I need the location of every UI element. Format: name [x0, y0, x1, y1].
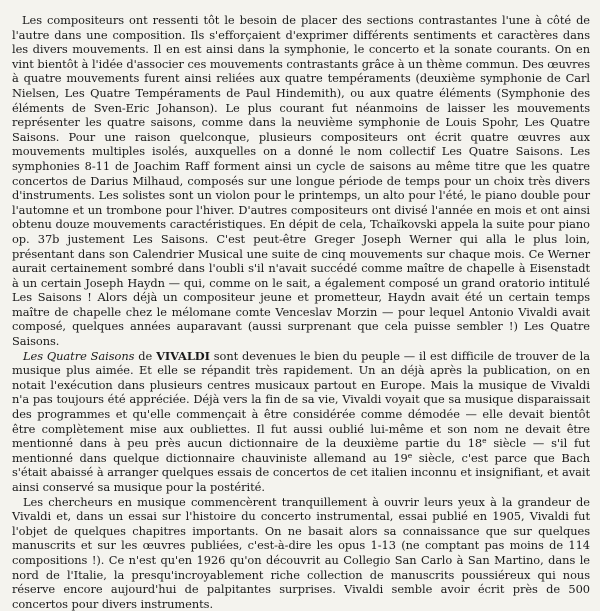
paragraph-vivaldi: [12, 349, 590, 495]
superscript-a: e: [482, 436, 487, 446]
paragraph-research: Les chercheurs en musique commencèrent tranquillement à ouvrir leurs yeux à la grandeur de Vivaldi et, dans un essai sur l'histoire du concerto instrumental, essai publié en 1905, Vivaldi fut l'objet de quelques chapitres importants. On ne basait alors sa connaissance que sur quelques manuscrits et sur les œuvres publiées, c'est-à-dire les opus 1-13 (ne comptant pas moins de 114 compositions !). Ce n'est qu'en 1926 qu'on découvrit au Collegio San Carlo à San Martino, dans le nord de l'Italie, la presqu'incroyablement riche collection de manuscrits poussiéreux qui nous réserve encore aujourd'hui de palpitantes surprises. Vivaldi semble avoir écrit près de 500 concertos pour divers instruments.: [12, 494, 590, 611]
text-page: [12, 13, 590, 611]
work-title: Les Quatre Saisons: [23, 348, 135, 363]
paragraph-text-c: siècle, c'est parce que Bach s'était abaissé à arranger quelques essais de concertos de cet italien inconnu et insignifiant, et avait ainsi conservé sa musique pour la postérité.: [12, 450, 590, 494]
paragraph-text-b: siècle — s'il fut mentionné dans quelque dictionnaire chauviniste allemand au 19: [12, 436, 590, 465]
superscript-b: e: [407, 450, 413, 460]
lead-connector: de: [134, 348, 157, 363]
composer-name: VIVALDI: [156, 348, 210, 363]
paragraph-text-a: sont devenues le bien du peuple — il est difficile de trouver de la musique plus aimée. Et elle se répandit très rapidement. Un an déjà après la publication, on en notait l'exécution dans plusieurs centres musicaux partout en Europe. Mais la musique de Vivaldi n'a pas toujours été appréciée. Déjà vers la fin de sa vie, Vivaldi voyait que sa musique disparaissait des programmes et qu'elle commençait à être considérée comme démodée — elle devait bientôt être complètement mise aux oubliettes. Il fut aussi oublié lui-même et son nom ne devait être mentionné dans à peu près aucun dictionnaire de la deuxième partie du 18: [12, 348, 590, 451]
paragraph-intro: Les compositeurs ont ressenti tôt le besoin de placer des sections contrastantes l'une à côté de l'autre dans une composition. Ils s'efforçaient d'exprimer différents sentiments et caractères dans les divers mouvements. Il en est ainsi dans la symphonie, le concerto et la sonate courants. On en vint bientôt à l'idée d'associer ces mouvements contrastants grâce à un thème commun. Des œuvres à quatre mouvements furent ainsi reliées aux quatre tempéraments (deuxième symphonie de Carl Nielsen, Les Quatre Tempéraments de Paul Hindemith), ou aux quatre éléments (Symphonie des éléments de Sven-Eric Johanson). Le plus courant fut néanmoins de laisser les mouvements représenter les quatre saisons, comme dans la neuvième symphonie de Louis Spohr, Les Quatre Saisons. Pour une raison quelconque, plusieurs compositeurs ont écrit quatre œuvres aux mouvements multiples isolés, auxquelles on a donné le nom collectif Les Quatre Saisons. Les symphonies 8-11 de Joachim Raff forment ainsi un cycle de saisons au même titre que les quatre concertos de Darius Milhaud, composés sur une longue période de temps pour un choix très divers d'instruments. Les solistes sont un violon pour le printemps, un alto pour l'été, le piano double pour l'automne et un trombone pour l'hiver. D'autres compositeurs ont divisé l'année en mois et ont ainsi obtenu douze mouvements caractéristiques. En dépit de cela, Tchaïkovski appela la suite pour piano op. 37b justement Les Saisons. C'est peut-être Greger Joseph Werner qui alla le plus loin, présentant dans son Calendrier Musical une suite de cinq mouvements sur chaque mois. Ce Werner aurait certainement sombré dans l'oubli s'il n'avait succédé comme maître de chapelle à Eisenstadt à un certain Joseph Haydn — qui, comme on le sait, a également composé un grand oratorio intitulé Les Saisons ! Alors déjà un compositeur jeune et prometteur, Haydn avait été un certain temps maître de chapelle chez le mélomane comte Venceslav Morzin — pour lequel Antonio Vivaldi avait composé, quelques années auparavant (aussi surprenant que cela puisse sembler !) Les Quatre Saisons.: [12, 13, 590, 349]
